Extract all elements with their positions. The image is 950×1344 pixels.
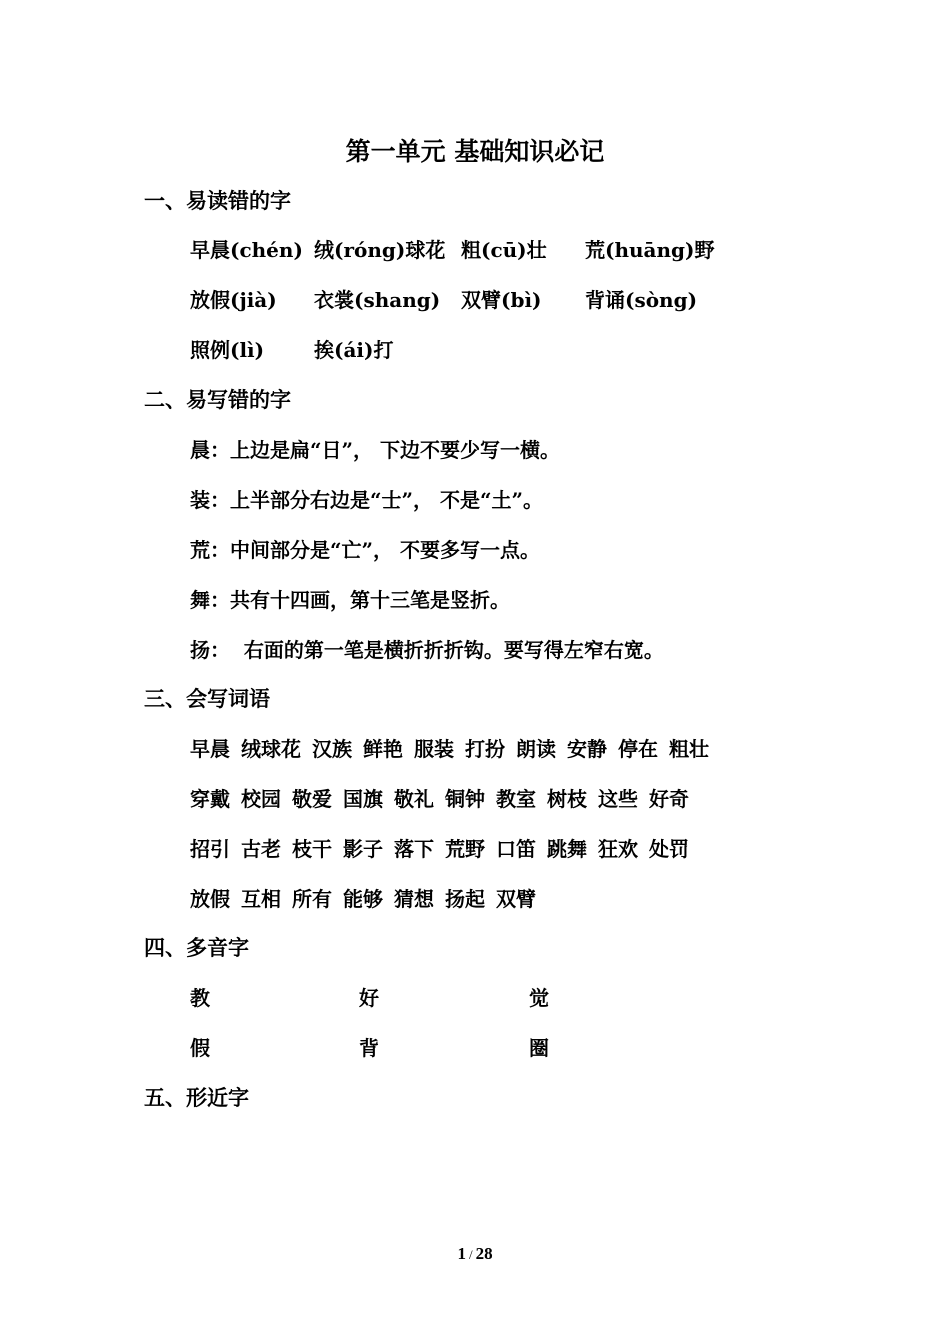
polyphone-char: 好 bbox=[359, 986, 379, 1010]
section-heading-1: 一、易读错的字 bbox=[144, 188, 291, 213]
page-number bbox=[0, 1242, 950, 1267]
word-item: 朗读 bbox=[516, 737, 556, 761]
word-item: 古老 bbox=[241, 837, 281, 861]
word-item: 树枝 bbox=[547, 787, 587, 811]
word-item: 安静 bbox=[567, 737, 607, 761]
word-item: 双臂 bbox=[496, 887, 536, 911]
section-heading-5: 五、形近字 bbox=[144, 1085, 249, 1110]
polyphone-char: 圈 bbox=[529, 1036, 549, 1060]
word-item: 猜想 bbox=[394, 887, 434, 911]
page-separator: / bbox=[468, 1247, 473, 1262]
word-item: 能够 bbox=[343, 887, 383, 911]
word-item: 所有 bbox=[292, 887, 332, 911]
pinyin-item: 挨(ái)打 bbox=[314, 338, 394, 362]
pinyin-item: 绒(róng)球花 bbox=[314, 238, 446, 262]
word-item: 落下 bbox=[394, 837, 434, 861]
word-item: 鲜艳 bbox=[363, 737, 403, 761]
word-item: 扬起 bbox=[445, 887, 485, 911]
word-item: 国旗 bbox=[343, 787, 383, 811]
word-item: 处罚 bbox=[649, 837, 689, 861]
word-item: 粗壮 bbox=[669, 737, 709, 761]
word-item: 口笛 bbox=[496, 837, 536, 861]
polyphone-char: 觉 bbox=[529, 986, 549, 1010]
total-pages: 28 bbox=[475, 1244, 493, 1263]
section-heading-4: 四、多音字 bbox=[144, 935, 249, 960]
word-item: 影子 bbox=[343, 837, 383, 861]
pinyin-item: 衣裳(shang) bbox=[314, 288, 441, 312]
word-item: 枝干 bbox=[292, 837, 332, 861]
word-item: 绒球花 bbox=[241, 737, 301, 761]
word-item: 招引 bbox=[190, 837, 230, 861]
word-item: 停在 bbox=[618, 737, 658, 761]
polyphone-char: 教 bbox=[190, 986, 210, 1010]
writing-note: 晨：上边是扁“日”， 下边不要少写一横。 bbox=[190, 438, 560, 462]
writing-note: 扬： 右面的第一笔是横折折折钩。要写得左窄右宽。 bbox=[190, 638, 664, 662]
word-item: 敬爱 bbox=[292, 787, 332, 811]
word-item: 铜钟 bbox=[445, 787, 485, 811]
pinyin-item: 照例(lì) bbox=[190, 338, 265, 362]
section-heading-2: 二、易写错的字 bbox=[144, 387, 291, 412]
word-row-4 bbox=[190, 884, 547, 914]
word-item: 荒野 bbox=[445, 837, 485, 861]
word-item: 好奇 bbox=[649, 787, 689, 811]
polyphone-char: 假 bbox=[190, 1036, 210, 1060]
pinyin-item: 早晨(chén) bbox=[190, 238, 303, 262]
word-item: 这些 bbox=[598, 787, 638, 811]
word-item: 互相 bbox=[241, 887, 281, 911]
polyphone-char: 背 bbox=[359, 1036, 379, 1060]
word-row-3 bbox=[190, 834, 700, 864]
word-item: 穿戴 bbox=[190, 787, 230, 811]
word-row-2 bbox=[190, 784, 700, 814]
word-item: 放假 bbox=[190, 887, 230, 911]
pinyin-item: 背诵(sòng) bbox=[585, 288, 698, 312]
word-row-1 bbox=[190, 734, 720, 764]
word-item: 打扮 bbox=[465, 737, 505, 761]
pinyin-item: 双臂(bì) bbox=[461, 288, 542, 312]
current-page: 1 bbox=[457, 1244, 466, 1263]
writing-note: 舞：共有十四画，第十三笔是竖折。 bbox=[190, 588, 510, 612]
word-item: 跳舞 bbox=[547, 837, 587, 861]
page-title: 第一单元 基础知识必记 bbox=[345, 137, 605, 166]
word-item: 校园 bbox=[241, 787, 281, 811]
pinyin-item: 放假(jià) bbox=[190, 288, 277, 312]
word-item: 狂欢 bbox=[598, 837, 638, 861]
word-item: 敬礼 bbox=[394, 787, 434, 811]
section-heading-3: 三、会写词语 bbox=[144, 686, 270, 711]
word-item: 服装 bbox=[414, 737, 454, 761]
word-item: 早晨 bbox=[190, 737, 230, 761]
writing-note: 装：上半部分右边是“士”， 不是“土”。 bbox=[190, 488, 543, 512]
pinyin-item: 粗(cū)壮 bbox=[461, 238, 547, 262]
pinyin-item: 荒(huāng)野 bbox=[585, 238, 715, 262]
writing-note: 荒：中间部分是“亡”， 不要多写一点。 bbox=[190, 538, 540, 562]
word-item: 汉族 bbox=[312, 737, 352, 761]
word-item: 教室 bbox=[496, 787, 536, 811]
